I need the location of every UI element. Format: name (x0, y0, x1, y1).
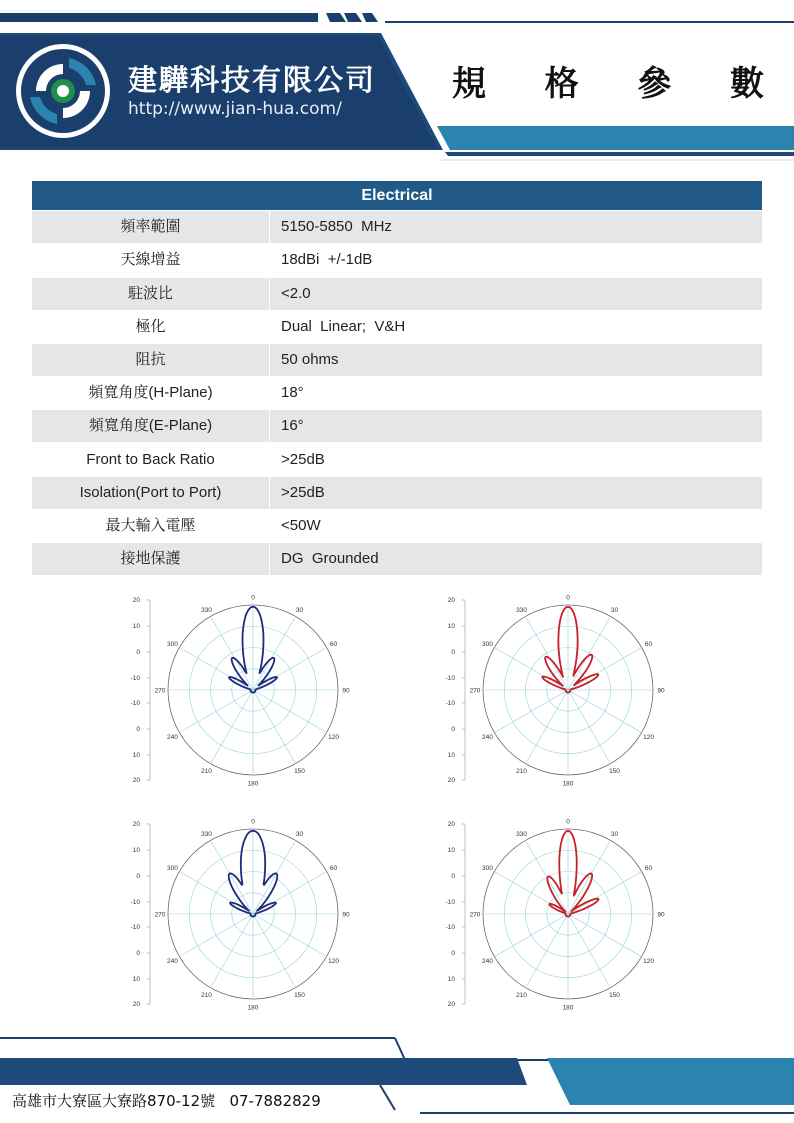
spec-value: <2.0 (281, 284, 311, 302)
scale-label: -10 (130, 899, 140, 907)
scale-label: 10 (132, 847, 140, 855)
angle-label: 330 (201, 830, 212, 838)
polar-spoke (211, 616, 254, 690)
angle-label: 90 (657, 911, 665, 919)
spec-value: >25dB (281, 450, 325, 468)
angle-label: 270 (469, 911, 481, 919)
angle-label: 240 (167, 733, 178, 741)
angle-label: 0 (251, 818, 255, 826)
scale-label: 20 (132, 821, 140, 829)
spec-row (32, 477, 762, 509)
angle-label: 210 (516, 767, 527, 775)
spec-label: 極化 (135, 317, 166, 335)
scale-label: -10 (130, 675, 140, 683)
polar-spoke (494, 872, 568, 915)
angle-label: 330 (516, 830, 527, 838)
spec-value: 16° (281, 417, 304, 435)
angle-label: 30 (295, 606, 304, 614)
angle-label: 120 (328, 957, 339, 965)
angle-label: 330 (516, 606, 527, 614)
polar-spoke (526, 616, 569, 690)
page-title-char: 參 (637, 64, 672, 104)
angle-label: 60 (644, 864, 653, 872)
spec-table-body (32, 211, 762, 575)
scale-label: -10 (130, 924, 140, 932)
angle-label: 30 (295, 830, 304, 838)
scale-label: 0 (451, 873, 455, 881)
polar-spoke (568, 616, 611, 690)
scale-label: 10 (447, 847, 455, 855)
scale-label: 20 (447, 597, 455, 605)
polar-spoke (179, 690, 253, 733)
company-name: 建驊科技有限公司 (128, 63, 377, 97)
angle-label: 120 (643, 733, 654, 741)
angle-label: 240 (482, 957, 493, 965)
polar-spoke (526, 690, 569, 764)
footer-phone: 07-7882829 (229, 1092, 321, 1110)
scale-label: 0 (136, 726, 140, 734)
polar-spoke (211, 914, 254, 988)
spec-table (32, 181, 762, 575)
angle-label: 150 (609, 991, 620, 999)
spec-row (32, 444, 762, 476)
spec-label: 頻寬角度(H-Plane) (88, 384, 213, 402)
angle-label: 330 (201, 606, 212, 614)
scale-label: 0 (136, 649, 140, 657)
spec-label: 接地保護 (120, 550, 181, 568)
polar-spoke (253, 914, 327, 957)
angle-label: 0 (566, 594, 570, 602)
spec-row (32, 410, 762, 442)
polar-spoke (211, 690, 254, 764)
polar-spoke (179, 648, 253, 691)
scale-label: 10 (132, 976, 140, 984)
angle-label: 150 (294, 991, 305, 999)
polar-spoke (253, 616, 296, 690)
angle-label: 210 (201, 767, 212, 775)
spec-value: 18dBi +/-1dB (281, 251, 373, 269)
scale-label: 10 (132, 623, 140, 631)
spec-label: 頻率範圍 (120, 218, 181, 236)
spec-row (32, 510, 762, 542)
scale-label: 10 (447, 752, 455, 760)
spec-row (32, 244, 762, 276)
spec-value: <50W (281, 516, 321, 534)
polar-spoke (179, 914, 253, 957)
scale-label: 0 (136, 950, 140, 958)
angle-label: 180 (247, 1004, 259, 1012)
angle-label: 150 (294, 767, 305, 775)
polar-spoke (568, 648, 642, 691)
angle-label: 240 (482, 733, 493, 741)
scale-label: 20 (447, 777, 455, 785)
spec-label: 天線增益 (120, 251, 181, 269)
spec-row (32, 278, 762, 310)
scale-label: 20 (447, 821, 455, 829)
angle-label: 270 (469, 687, 481, 695)
angle-label: 30 (610, 830, 619, 838)
angle-label: 90 (657, 687, 665, 695)
spec-row (32, 344, 762, 376)
angle-label: 300 (167, 640, 178, 648)
angle-label: 0 (566, 818, 570, 826)
scale-label: 0 (451, 649, 455, 657)
angle-label: 120 (328, 733, 339, 741)
polar-spoke (494, 690, 568, 733)
radiation-pattern-plot (443, 811, 673, 1031)
angle-label: 120 (643, 957, 654, 965)
page-title-char: 格 (544, 64, 579, 104)
spec-value: >25dB (281, 483, 325, 501)
angle-label: 300 (482, 640, 493, 648)
spec-value: 18° (281, 384, 304, 402)
scale-label: -10 (445, 700, 455, 708)
angle-label: 270 (154, 911, 166, 919)
page-title-char: 數 (729, 64, 764, 104)
scale-label: -10 (445, 899, 455, 907)
angle-label: 60 (644, 640, 653, 648)
angle-label: 240 (167, 957, 178, 965)
scale-label: 20 (132, 777, 140, 785)
polar-spoke (494, 914, 568, 957)
spec-label: 頻寬角度(E-Plane) (88, 417, 213, 435)
spec-row (32, 311, 762, 343)
spec-label: 阻抗 (135, 350, 166, 368)
polar-spoke (568, 914, 642, 957)
footer-contact (12, 1090, 321, 1111)
scale-label: -10 (130, 700, 140, 708)
angle-label: 60 (329, 864, 338, 872)
angle-label: 270 (154, 687, 166, 695)
radiation-pattern-plot (128, 811, 358, 1031)
angle-label: 180 (562, 1004, 574, 1012)
angle-label: 90 (342, 911, 350, 919)
spec-row (32, 543, 762, 575)
spec-label: Front to Back Ratio (86, 450, 215, 468)
company-logo (14, 42, 112, 140)
scale-label: 10 (447, 623, 455, 631)
spec-label: Isolation(Port to Port) (79, 483, 222, 501)
scale-label: -10 (445, 675, 455, 683)
polar-spoke (253, 648, 327, 691)
polar-spoke (568, 690, 642, 733)
spec-value: 50 ohms (281, 350, 339, 368)
spec-label: 駐波比 (127, 284, 173, 302)
page-title (452, 64, 764, 104)
polar-spoke (568, 914, 611, 988)
angle-label: 0 (251, 594, 255, 602)
spec-label: 最大輸入電壓 (105, 516, 196, 534)
spec-row (32, 211, 762, 243)
scale-label: 0 (451, 950, 455, 958)
angle-label: 180 (562, 780, 574, 788)
radiation-pattern-plot (128, 587, 358, 807)
scale-label: 0 (136, 873, 140, 881)
polar-spoke (494, 648, 568, 691)
angle-label: 30 (610, 606, 619, 614)
angle-label: 210 (201, 991, 212, 999)
polar-spoke (568, 690, 611, 764)
page-title-char: 規 (452, 64, 486, 104)
scale-label: 10 (447, 976, 455, 984)
angle-label: 90 (342, 687, 350, 695)
spec-value: DG Grounded (281, 550, 379, 568)
footer-address: 高雄市大寮區大寮路870-12號 (12, 1092, 216, 1110)
angle-label: 150 (609, 767, 620, 775)
angle-label: 180 (247, 780, 259, 788)
polar-spoke (526, 914, 569, 988)
spec-value: Dual Linear; V&H (281, 317, 406, 335)
angle-label: 300 (482, 864, 493, 872)
spec-value: 5150-5850 MHz (281, 218, 392, 236)
angle-label: 300 (167, 864, 178, 872)
scale-label: 0 (451, 726, 455, 734)
polar-spoke (568, 872, 642, 915)
scale-label: 10 (132, 752, 140, 760)
spec-table-heading: Electrical (32, 181, 762, 210)
spec-row (32, 377, 762, 409)
polar-spoke (568, 840, 611, 914)
angle-label: 210 (516, 991, 527, 999)
company-url: http://www.jian-hua.com/ (128, 99, 342, 119)
scale-label: -10 (445, 924, 455, 932)
angle-label: 60 (329, 640, 338, 648)
scale-label: 20 (447, 1001, 455, 1009)
polar-spoke (253, 914, 296, 988)
scale-label: 20 (132, 1001, 140, 1009)
scale-label: 20 (132, 597, 140, 605)
polar-spoke (253, 690, 296, 764)
radiation-pattern-plot (443, 587, 673, 807)
polar-spoke (253, 690, 327, 733)
pattern-curve (542, 607, 598, 693)
